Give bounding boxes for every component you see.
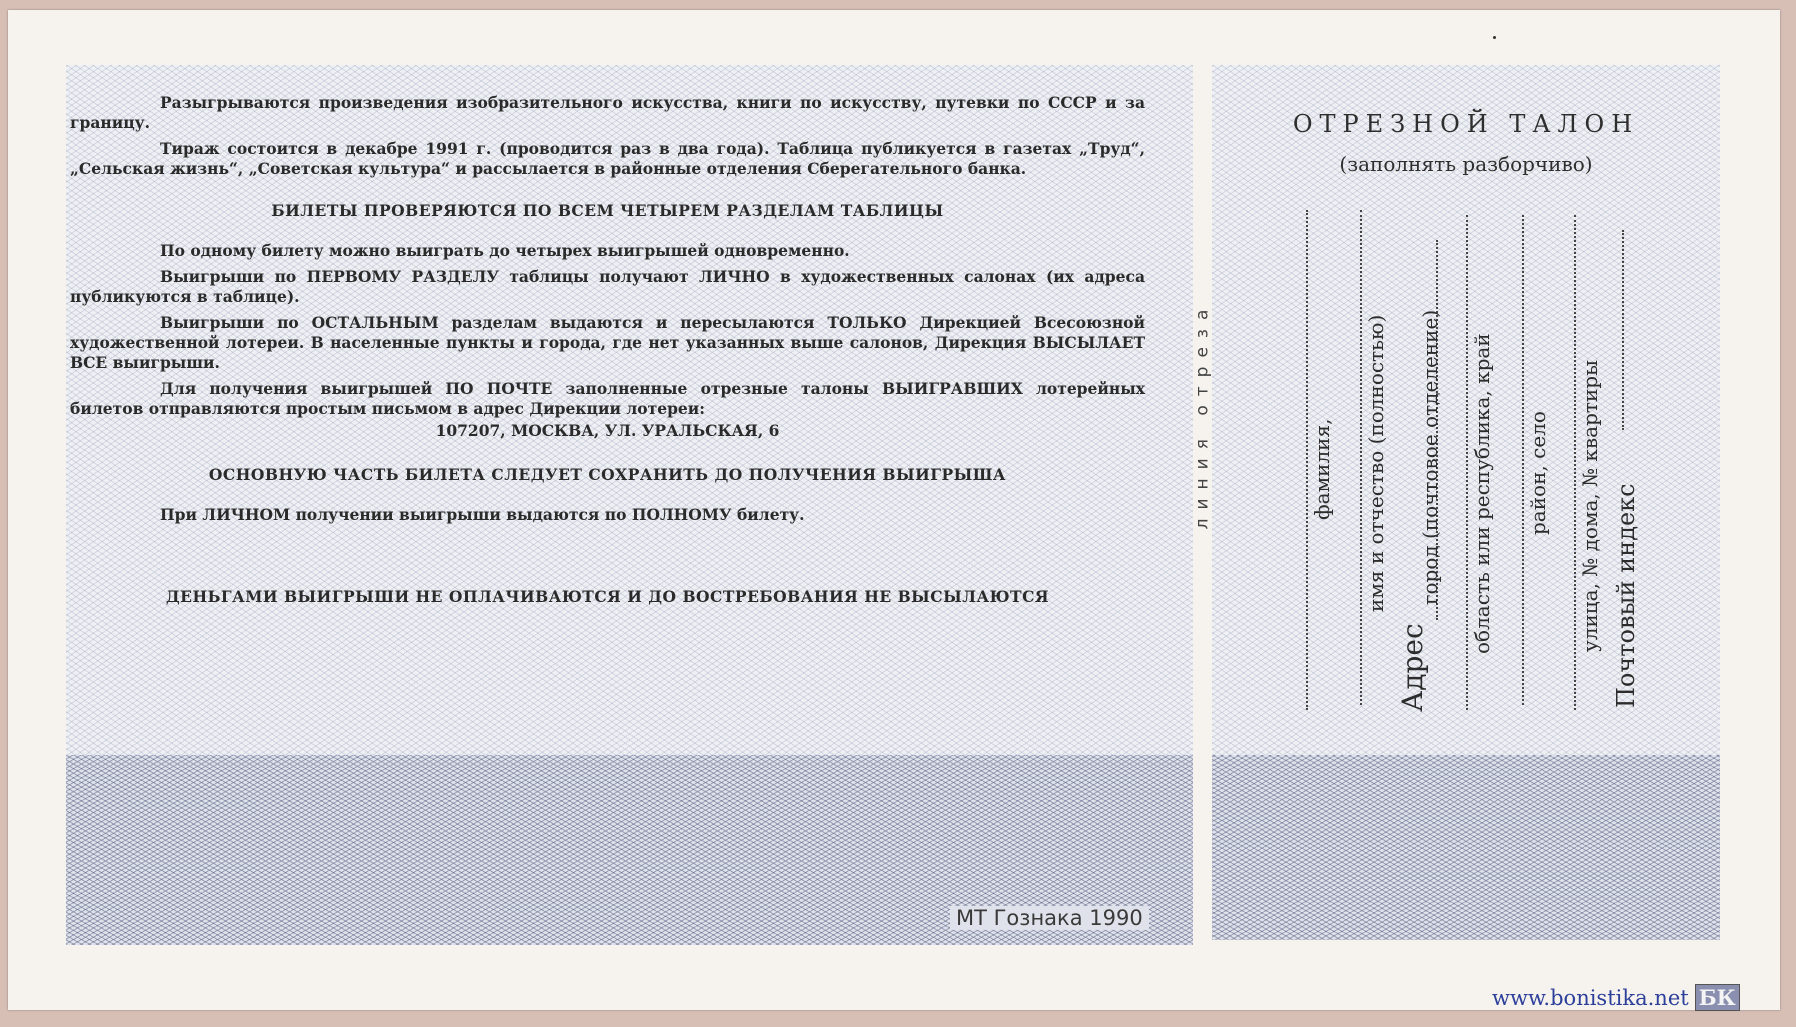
print-speck <box>1493 36 1496 39</box>
stub-bottom-pattern <box>1212 755 1720 940</box>
field-city-label: город (почтовое отделение) <box>1418 309 1442 605</box>
printer-imprint: МТ Гознака 1990 <box>950 906 1149 930</box>
field-name-line[interactable] <box>1330 210 1362 705</box>
rules-paragraph-first-section: Выигрыши по ПЕРВОМУ РАЗДЕЛУ таблицы получают ЛИЧНО в художественных салонах (их адреса публикуются в таблице). <box>70 267 1145 306</box>
field-district-line[interactable] <box>1492 215 1524 705</box>
field-region-line[interactable] <box>1436 215 1468 710</box>
cut-line-label: линия отреза <box>1192 300 1212 530</box>
rules-paragraph-personal: При ЛИЧНОМ получении выигрыши выдаются по ПОЛНОМУ билету. <box>160 505 805 524</box>
rules-paragraph-draw: Тираж состоится в декабре 1991 г. (проводится раз в два года). Таблица публикуется в газетах „Труд“, „Сельская жизнь“, „Советская культура“ и рассылается в районные отделения Сберегательного банка. <box>70 139 1145 178</box>
rules-text <box>70 93 1145 613</box>
rules-paragraph-by-mail: Для получения выигрышей ПО ПОЧТЕ заполненные отрезные талоны ВЫИГРАВШИХ лотерейных билетов отправляются простым письмом в адрес Дирекции лотереи: <box>70 379 1145 418</box>
website-watermark <box>1492 984 1740 1011</box>
cut-line <box>1192 210 1212 620</box>
field-postcode-line[interactable] <box>1612 230 1624 430</box>
field-district-label: район, село <box>1526 411 1550 535</box>
field-street-label: улица, № дома, № квартиры <box>1578 359 1602 652</box>
field-name-label: имя и отчество (полностью) <box>1364 314 1388 612</box>
watermark-url: www.bonistika.net <box>1492 986 1689 1010</box>
stub-title: ОТРЕЗНОЙ ТАЛОН <box>1292 110 1640 138</box>
rules-paragraph-other-sections: Выигрыши по ОСТАЛЬНЫМ разделам выдаются и пересылаются ТОЛЬКО Дирекцией Всесоюзной художественной лотереи. В населенные пункты и города, где нет указанных выше салонов, Дирекция ВЫСЫЛАЕТ ВСЕ выигрыши. <box>70 313 1145 372</box>
field-surname-label: фамилия, <box>1310 418 1334 520</box>
field-surname-line[interactable] <box>1276 210 1308 710</box>
rules-paragraph-prizes: Разыгрываются произведения изобразительного искусства, книги по искусству, путевки по СССР и за границу. <box>70 93 1145 132</box>
watermark-badge: БК <box>1695 984 1740 1011</box>
stub-subtitle: (заполнять разборчиво) <box>1339 152 1593 176</box>
field-postcode-label: Почтовый индекс <box>1612 483 1640 708</box>
field-street-line[interactable] <box>1544 215 1576 710</box>
rules-heading-keep-ticket: ОСНОВНУЮ ЧАСТЬ БИЛЕТА СЛЕДУЕТ СОХРАНИТЬ ДО ПОЛУЧЕНИЯ ВЫИГРЫША <box>208 465 1007 484</box>
field-region-label: область или республика, край <box>1470 333 1494 654</box>
rules-heading-check: БИЛЕТЫ ПРОВЕРЯЮТСЯ ПО ВСЕМ ЧЕТЫРЕМ РАЗДЕЛАМ ТАБЛИЦЫ <box>271 201 944 220</box>
rules-heading-no-cash: ДЕНЬГАМИ ВЫИГРЫШИ НЕ ОПЛАЧИВАЮТСЯ И ДО ВОСТРЕБОВАНИЯ НЕ ВЫСЫЛАЮТСЯ <box>165 587 1050 606</box>
directorate-address: 107207, МОСКВА, УЛ. УРАЛЬСКАЯ, 6 <box>435 421 780 440</box>
field-address-label: Адрес <box>1396 623 1429 712</box>
rules-paragraph-four-wins: По одному билету можно выиграть до четырех выигрышей одновременно. <box>160 241 850 260</box>
